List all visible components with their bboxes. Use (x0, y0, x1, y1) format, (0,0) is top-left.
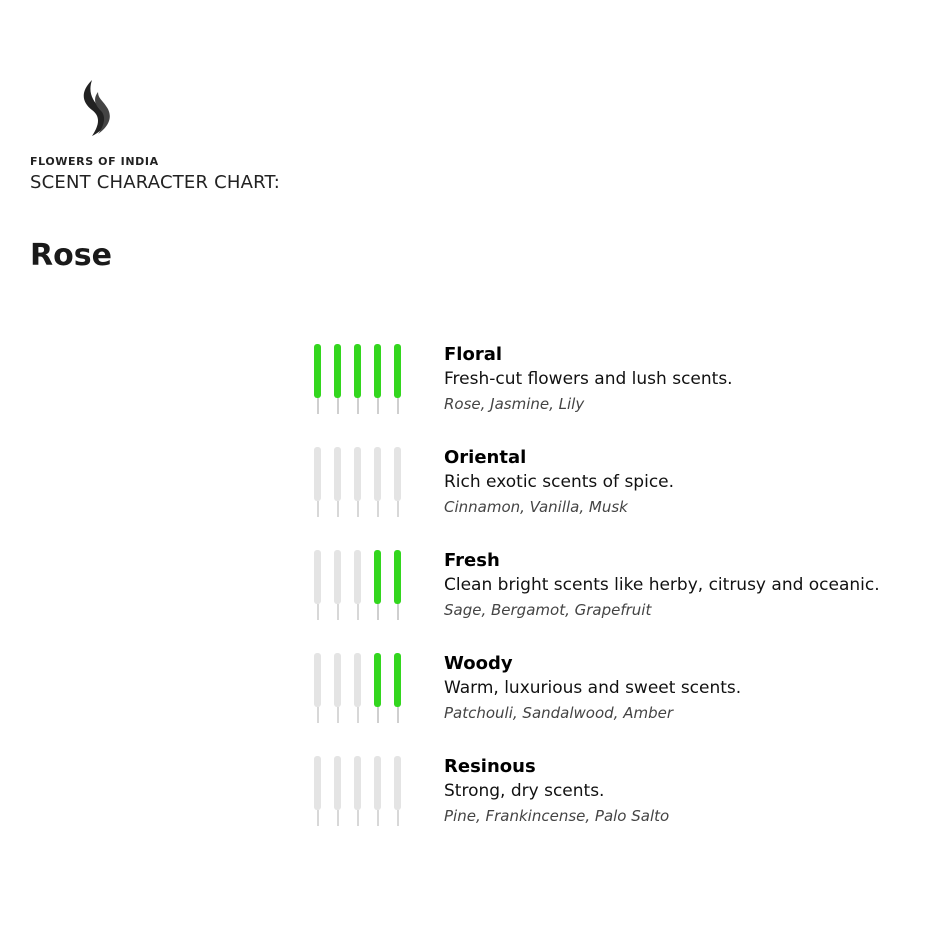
scent-description: Clean bright scents like herby, citrusy and oceanic. (444, 575, 880, 595)
incense-stick-lit (353, 344, 363, 414)
brand-name: FLOWERS OF INDIA (30, 155, 159, 168)
incense-stick-unlit (353, 653, 363, 723)
scent-row-fresh (0, 550, 936, 650)
intensity-meter (313, 344, 413, 414)
incense-stick-unlit (393, 756, 403, 826)
incense-stick-lit (373, 550, 383, 620)
incense-stick-unlit (313, 653, 323, 723)
scent-description: Strong, dry scents. (444, 781, 605, 801)
incense-stick-unlit (313, 550, 323, 620)
scent-examples: Rose, Jasmine, Lily (444, 395, 585, 413)
intensity-meter (313, 550, 413, 620)
intensity-meter (313, 653, 413, 723)
scent-row-floral (0, 344, 936, 444)
scent-name: Resinous (444, 756, 536, 777)
incense-stick-unlit (373, 756, 383, 826)
incense-stick-lit (393, 344, 403, 414)
incense-stick-lit (393, 653, 403, 723)
incense-stick-unlit (353, 756, 363, 826)
incense-stick-unlit (393, 447, 403, 517)
product-name: Rose (30, 238, 112, 273)
scent-examples: Pine, Frankincense, Palo Salto (444, 807, 670, 825)
scent-examples: Cinnamon, Vanilla, Musk (444, 498, 628, 516)
scent-name: Woody (444, 653, 513, 674)
scent-examples: Patchouli, Sandalwood, Amber (444, 704, 673, 722)
scent-row-oriental (0, 447, 936, 547)
scent-description: Rich exotic scents of spice. (444, 472, 675, 492)
incense-stick-unlit (353, 550, 363, 620)
incense-stick-unlit (353, 447, 363, 517)
incense-stick-lit (333, 344, 343, 414)
incense-stick-lit (373, 653, 383, 723)
intensity-meter (313, 447, 413, 517)
incense-stick-lit (313, 344, 323, 414)
chart-title: SCENT CHARACTER CHART: (30, 172, 281, 193)
incense-stick-unlit (333, 550, 343, 620)
scent-name: Fresh (444, 550, 500, 571)
scent-row-woody (0, 653, 936, 753)
scent-name: Floral (444, 344, 503, 365)
incense-stick-unlit (333, 756, 343, 826)
incense-stick-lit (373, 344, 383, 414)
scent-row-resinous (0, 756, 936, 856)
incense-stick-unlit (313, 756, 323, 826)
incense-stick-unlit (373, 447, 383, 517)
scent-examples: Sage, Bergamot, Grapefruit (444, 601, 652, 619)
incense-stick-unlit (333, 447, 343, 517)
scent-description: Fresh-cut flowers and lush scents. (444, 369, 733, 389)
intensity-meter (313, 756, 413, 826)
scent-name: Oriental (444, 447, 527, 468)
incense-stick-lit (393, 550, 403, 620)
incense-stick-unlit (313, 447, 323, 517)
incense-stick-unlit (333, 653, 343, 723)
scent-description: Warm, luxurious and sweet scents. (444, 678, 742, 698)
